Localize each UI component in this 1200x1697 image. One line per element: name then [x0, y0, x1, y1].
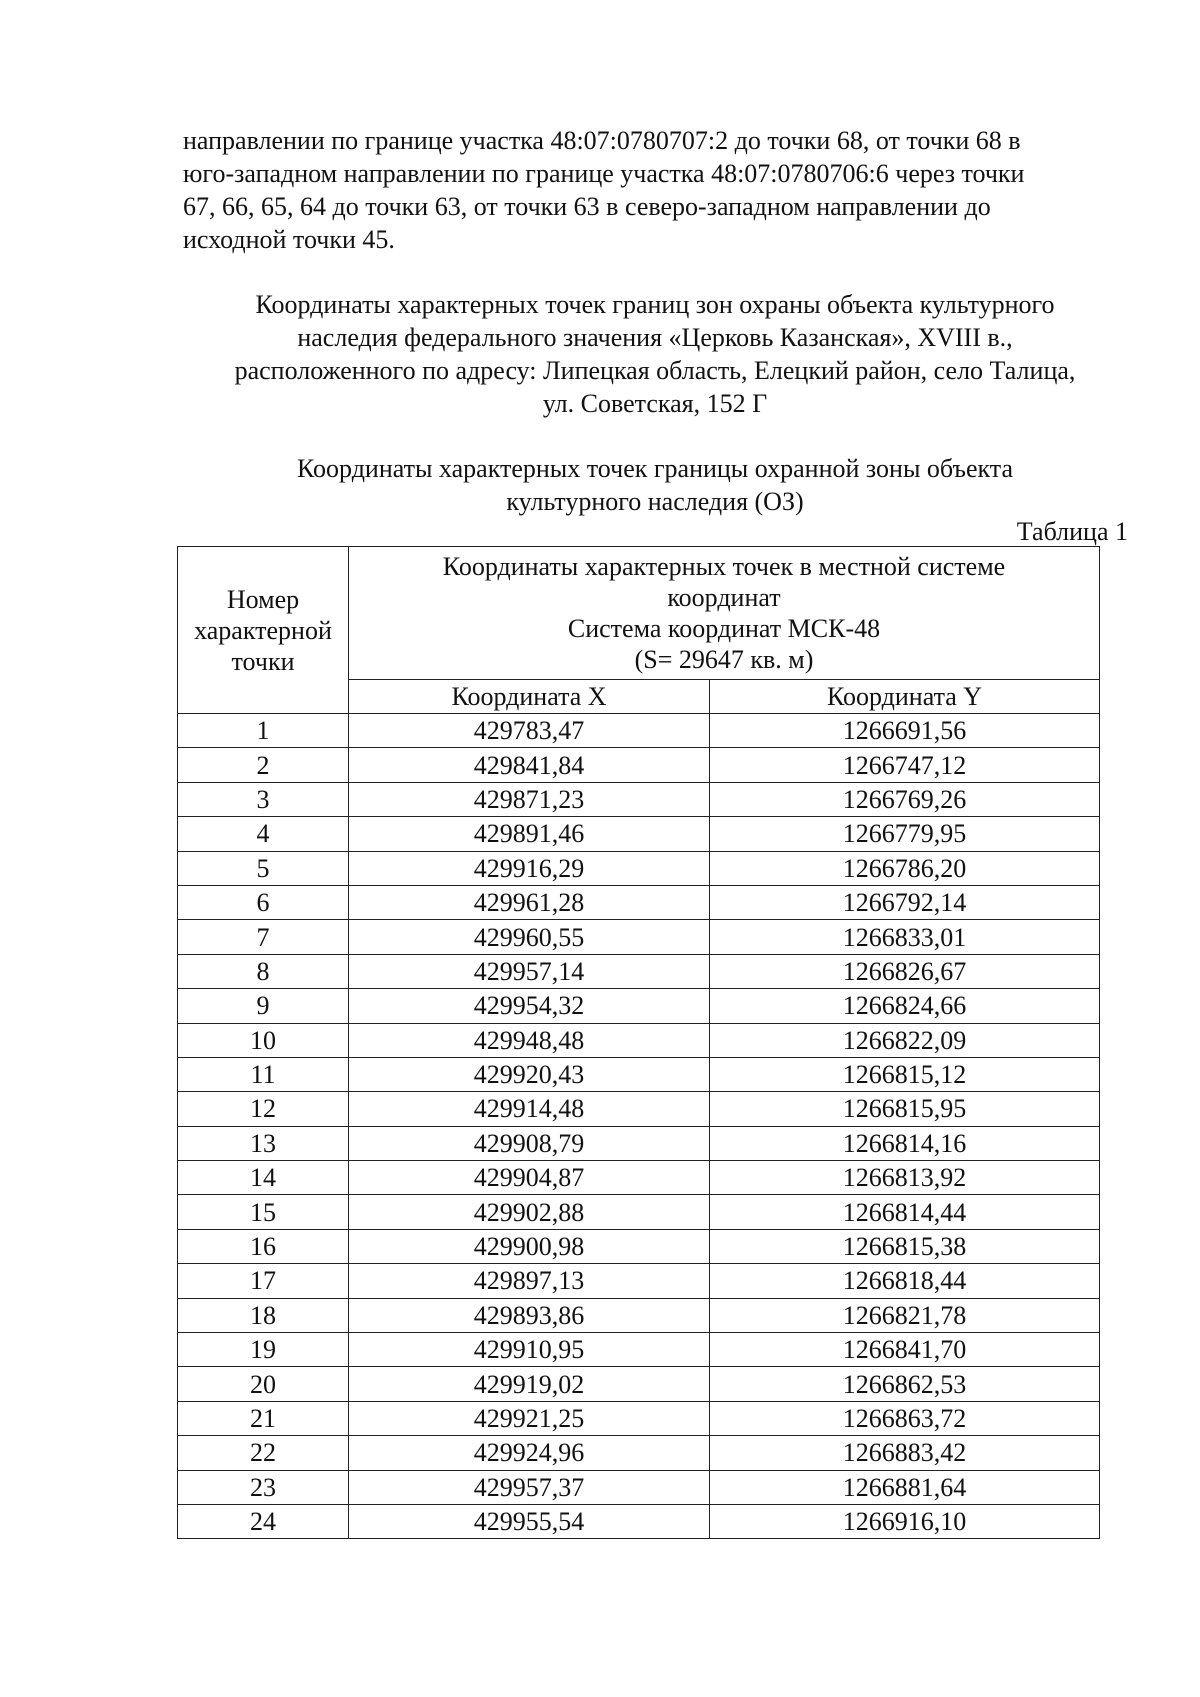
coordinate-x-cell: 429948,48 — [349, 1023, 710, 1057]
point-number-cell: 7 — [178, 920, 349, 954]
coordinate-y-cell: 1266862,53 — [710, 1367, 1100, 1401]
coordinate-x-cell: 429891,46 — [349, 817, 710, 851]
table-label: Таблица 1 — [1016, 517, 1128, 546]
point-number-cell: 20 — [178, 1367, 349, 1401]
point-number-cell: 19 — [178, 1333, 349, 1367]
coordinate-y-cell: 1266769,26 — [710, 782, 1100, 816]
main-heading-line: Координаты характерных точек границ зон охраны объекта культурного — [255, 290, 1055, 319]
coordinate-y-cell: 1266815,12 — [710, 1057, 1100, 1091]
coordinate-x-cell: 429961,28 — [349, 885, 710, 919]
coordinate-y-cell: 1266826,67 — [710, 954, 1100, 988]
point-number-cell: 6 — [178, 885, 349, 919]
coordinate-y-cell: 1266814,16 — [710, 1126, 1100, 1160]
coordinate-x-cell: 429919,02 — [349, 1367, 710, 1401]
table-row — [178, 954, 1100, 988]
table-row — [178, 1436, 1100, 1470]
table-row — [178, 714, 1100, 748]
coordinate-x-cell: 429897,13 — [349, 1264, 710, 1298]
point-number-cell: 8 — [178, 954, 349, 988]
coordinate-x-cell: 429904,87 — [349, 1161, 710, 1195]
coordinate-y-cell: 1266815,95 — [710, 1092, 1100, 1126]
intro-line: юго-западном направлении по границе участка 48:07:0780706:6 через точки — [183, 159, 1025, 188]
coordinate-y-cell: 1266813,92 — [710, 1161, 1100, 1195]
coordinate-x-cell: 429914,48 — [349, 1092, 710, 1126]
table-row — [178, 1161, 1100, 1195]
table-row — [178, 1401, 1100, 1435]
table-heading — [150, 452, 1160, 518]
main-heading-line: расположенного по адресу: Липецкая область, Елецкий район, село Талица, — [234, 356, 1076, 385]
coordinate-y-cell: 1266779,95 — [710, 817, 1100, 851]
coordinate-x-cell: 429893,86 — [349, 1298, 710, 1332]
coordinate-x-cell: 429841,84 — [349, 748, 710, 782]
coordinate-y-cell: 1266815,38 — [710, 1229, 1100, 1263]
point-number-cell: 11 — [178, 1057, 349, 1091]
point-number-cell: 14 — [178, 1161, 349, 1195]
coordinate-y-cell: 1266841,70 — [710, 1333, 1100, 1367]
coordinate-x-cell: 429924,96 — [349, 1436, 710, 1470]
coordinate-y-cell: 1266863,72 — [710, 1401, 1100, 1435]
coordinate-y-cell: 1266818,44 — [710, 1264, 1100, 1298]
coordinate-x-cell: 429902,88 — [349, 1195, 710, 1229]
table-row — [178, 1126, 1100, 1160]
point-number-cell: 2 — [178, 748, 349, 782]
coordinate-x-header: Координата X — [349, 680, 710, 714]
coordinate-x-cell: 429900,98 — [349, 1229, 710, 1263]
table-heading-line: Координаты характерных точек границы охранной зоны объекта — [297, 454, 1013, 483]
coordinate-x-cell: 429908,79 — [349, 1126, 710, 1160]
point-number-cell: 4 — [178, 817, 349, 851]
point-number-cell: 3 — [178, 782, 349, 816]
coordinate-y-cell: 1266881,64 — [710, 1470, 1100, 1504]
point-number-cell: 9 — [178, 989, 349, 1023]
point-number-cell: 1 — [178, 714, 349, 748]
point-number-cell: 23 — [178, 1470, 349, 1504]
table-row — [178, 748, 1100, 782]
coordinate-y-cell: 1266916,10 — [710, 1504, 1100, 1538]
intro-line: направлении по границе участка 48:07:0780707:2 до точки 68, от точки 68 в — [183, 126, 1021, 155]
table-row — [178, 1470, 1100, 1504]
coordinate-y-cell: 1266822,09 — [710, 1023, 1100, 1057]
intro-paragraph — [183, 124, 1128, 256]
table-row — [178, 1333, 1100, 1367]
coordinate-x-cell: 429871,23 — [349, 782, 710, 816]
table-row — [178, 920, 1100, 954]
point-number-cell: 17 — [178, 1264, 349, 1298]
coordinate-x-cell: 429957,37 — [349, 1470, 710, 1504]
coordinate-y-cell: 1266786,20 — [710, 851, 1100, 885]
intro-line: 67, 66, 65, 64 до точки 63, от точки 63 в северо-западном направлении до — [183, 192, 991, 221]
coordinate-y-cell: 1266792,14 — [710, 885, 1100, 919]
table-row — [178, 1367, 1100, 1401]
point-number-cell: 5 — [178, 851, 349, 885]
coordinate-x-cell: 429916,29 — [349, 851, 710, 885]
main-heading — [150, 288, 1160, 420]
coordinate-y-cell: 1266824,66 — [710, 989, 1100, 1023]
table-body — [178, 714, 1100, 1539]
main-heading-line: ул. Советская, 152 Г — [542, 389, 768, 418]
coordinates-table — [177, 546, 1100, 1539]
table-row — [178, 885, 1100, 919]
coordinate-x-cell: 429954,32 — [349, 989, 710, 1023]
coordinate-x-cell: 429957,14 — [349, 954, 710, 988]
coordinate-x-cell: 429960,55 — [349, 920, 710, 954]
coordinate-y-cell: 1266821,78 — [710, 1298, 1100, 1332]
main-heading-line: наследия федерального значения «Церковь Казанская», XVIII в., — [297, 323, 1013, 352]
table-row — [178, 1229, 1100, 1263]
coordinate-y-cell: 1266747,12 — [710, 748, 1100, 782]
point-number-header: Номер характерной точки — [178, 547, 349, 714]
table-row — [178, 1057, 1100, 1091]
table-row — [178, 817, 1100, 851]
coordinate-x-cell: 429920,43 — [349, 1057, 710, 1091]
coordinate-y-cell: 1266833,01 — [710, 920, 1100, 954]
point-number-cell: 24 — [178, 1504, 349, 1538]
point-number-cell: 12 — [178, 1092, 349, 1126]
table-row — [178, 1092, 1100, 1126]
table-heading-line: культурного наследия (ОЗ) — [506, 487, 804, 516]
point-number-cell: 10 — [178, 1023, 349, 1057]
coordinate-x-cell: 429921,25 — [349, 1401, 710, 1435]
point-number-cell: 21 — [178, 1401, 349, 1435]
table-row — [178, 989, 1100, 1023]
coordinate-y-cell: 1266691,56 — [710, 714, 1100, 748]
point-number-cell: 13 — [178, 1126, 349, 1160]
point-number-cell: 18 — [178, 1298, 349, 1332]
point-number-cell: 15 — [178, 1195, 349, 1229]
table-row — [178, 1504, 1100, 1538]
coordinate-x-cell: 429955,54 — [349, 1504, 710, 1538]
table-row — [178, 1298, 1100, 1332]
table-row — [178, 782, 1100, 816]
point-number-cell: 16 — [178, 1229, 349, 1263]
intro-line: исходной точки 45. — [183, 225, 395, 254]
coordinate-system-header: Координаты характерных точек в местной системе координат Система координат МСК-48 (S= 29647 кв. м) — [349, 547, 1100, 680]
coordinate-x-cell: 429783,47 — [349, 714, 710, 748]
coordinate-y-header: Координата Y — [710, 680, 1100, 714]
table-row — [178, 851, 1100, 885]
table-row — [178, 1264, 1100, 1298]
coordinate-y-cell: 1266883,42 — [710, 1436, 1100, 1470]
table-row — [178, 1195, 1100, 1229]
point-number-cell: 22 — [178, 1436, 349, 1470]
coordinate-x-cell: 429910,95 — [349, 1333, 710, 1367]
table-row — [178, 1023, 1100, 1057]
coordinate-y-cell: 1266814,44 — [710, 1195, 1100, 1229]
